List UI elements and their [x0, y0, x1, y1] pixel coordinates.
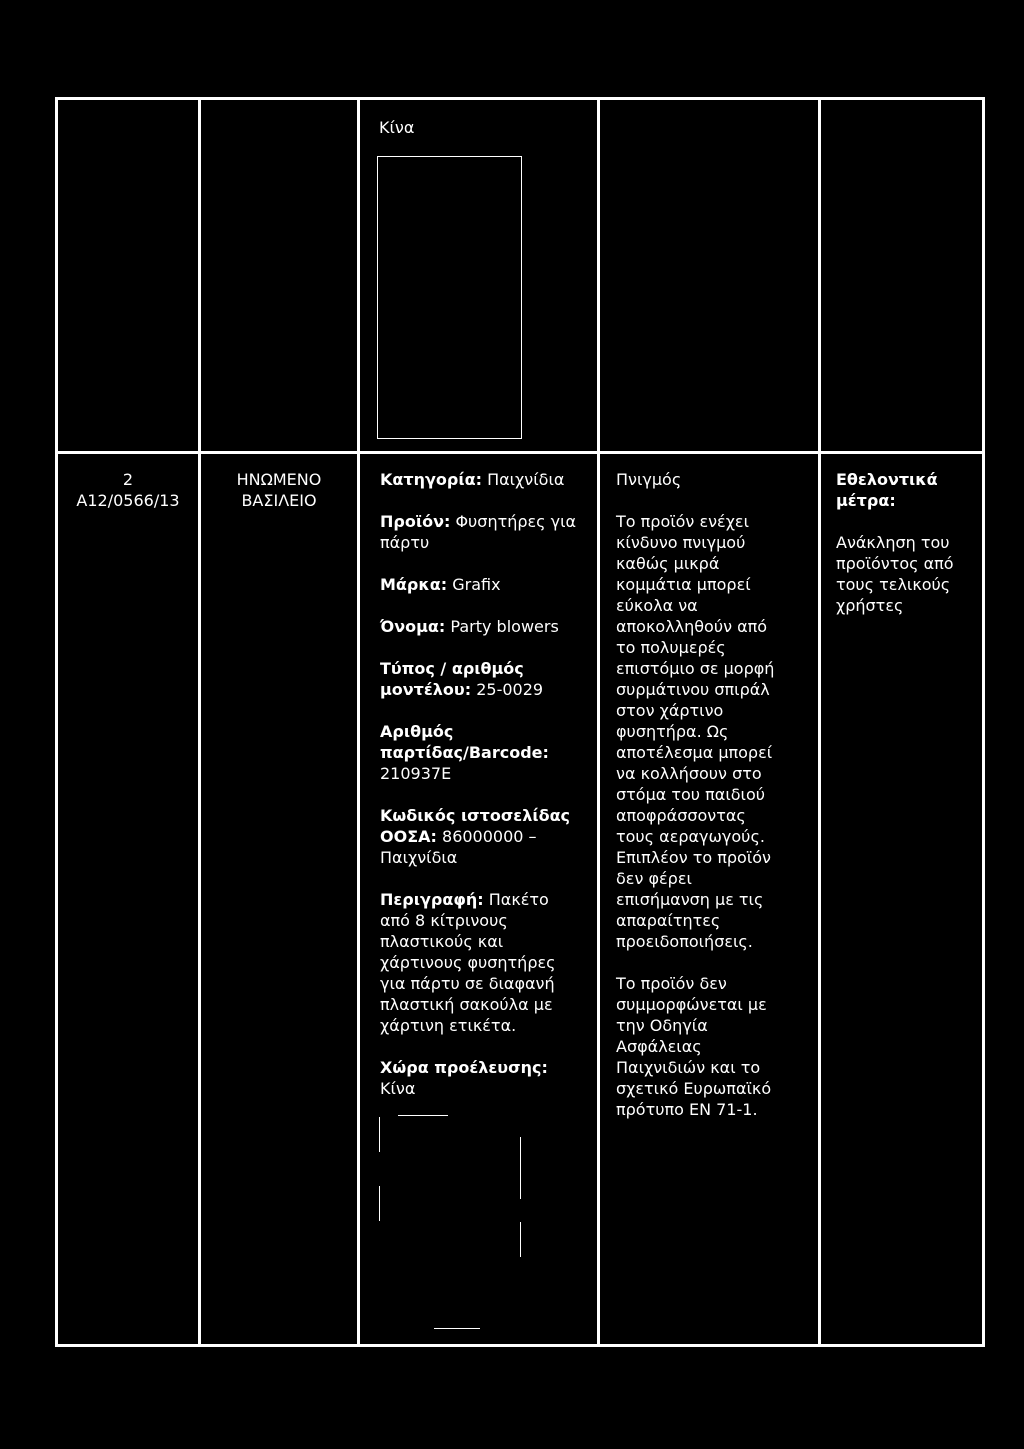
risk-line: στον χάρτινο — [616, 701, 724, 720]
measures-line: τους τελικούς — [836, 575, 951, 594]
measures-line: προϊόντος από — [836, 554, 954, 573]
product-label: Προϊόν: — [380, 512, 451, 531]
risk-line: φυσητήρα. Ως — [616, 722, 729, 741]
compliance-line: συμμορφώνεται με — [616, 995, 767, 1014]
compliance-line: σχετικό Ευρωπαϊκό — [616, 1079, 772, 1098]
risk-line: Επιπλέον το προϊόν — [616, 848, 771, 867]
risk-line: εύκολα να — [616, 596, 698, 615]
description-line: για πάρτυ σε διαφανή — [380, 974, 555, 993]
product-value: Φυσητήρες για πάρτυ — [380, 512, 577, 552]
origin-value: Κίνα — [380, 1079, 416, 1098]
risk-line: αποφράσσοντας — [616, 806, 746, 825]
photo-frame-edge — [379, 1186, 380, 1221]
model-label-line2: μοντέλου: — [380, 680, 472, 699]
description-line: από 8 κίτρινους — [380, 911, 508, 930]
compliance-line: την Οδηγία — [616, 1016, 708, 1035]
photo-frame-edge — [379, 1117, 380, 1152]
risk-line: τους αεραγωγούς. — [616, 827, 765, 846]
origin-field — [380, 1057, 595, 1099]
risk-line: αποτέλεσμα μπορεί — [616, 743, 773, 762]
category-label: Κατηγορία: — [380, 470, 482, 489]
model-value: 25-0029 — [476, 680, 544, 699]
risk-cell — [616, 469, 816, 1120]
name-label: Όνομα: — [380, 617, 446, 636]
batch-label-line2: παρτίδας/Barcode: — [380, 743, 549, 762]
row-divider — [55, 451, 985, 454]
description-value-line1: Πακέτο — [488, 890, 549, 909]
risk-line: επιστόμιο σε μορφή — [616, 659, 775, 678]
col-border-6 — [982, 97, 985, 1347]
batch-value: 210937E — [380, 764, 452, 783]
risk-line: συρμάτινου σπιράλ — [616, 680, 770, 699]
risk-compliance — [616, 973, 816, 1120]
measures-line: Ανάκληση του — [836, 533, 950, 552]
table-top-border — [55, 97, 985, 100]
measures-cell — [836, 469, 980, 616]
col-border-5 — [818, 97, 821, 1347]
notifying-country-cell — [201, 469, 357, 511]
compliance-line: Παιχνιδιών και το — [616, 1058, 761, 1077]
measures-label — [836, 469, 980, 511]
notifying-country-line2: ΒΑΣΙΛΕΙΟ — [241, 491, 317, 510]
category-value: Παιχνίδια — [487, 470, 565, 489]
description-field — [380, 889, 595, 1036]
risk-line: αποκολληθούν από — [616, 617, 768, 636]
risk-description — [616, 511, 816, 952]
compliance-line: Ασφάλειας — [616, 1037, 702, 1056]
oecd-value-line2: Παιχνίδια — [380, 848, 458, 867]
col-border-4 — [597, 97, 600, 1347]
batch-label-line1: Αριθμός — [380, 722, 454, 741]
row-number-cell — [58, 469, 198, 511]
risk-line: προειδοποιήσεις. — [616, 932, 753, 951]
description-line: πλαστικούς και — [380, 932, 504, 951]
product-photo-frame — [377, 156, 522, 439]
brand-label: Μάρκα: — [380, 575, 448, 594]
photo-frame-edge — [520, 1222, 521, 1257]
risk-line: κίνδυνο πνιγμού — [616, 533, 746, 552]
compliance-line: πρότυπο EN 71-1. — [616, 1100, 758, 1119]
photo-frame-edge — [398, 1115, 448, 1116]
risk-line: δεν φέρει — [616, 869, 692, 888]
measures-label-line2: μέτρα: — [836, 491, 896, 510]
photo-frame-edge — [434, 1328, 480, 1329]
risk-line: απαραίτητες — [616, 911, 721, 930]
category-field — [380, 469, 595, 490]
photo-frame-edge — [520, 1137, 521, 1199]
risk-line: το πολυμερές — [616, 638, 726, 657]
model-field — [380, 658, 595, 700]
name-value: Party blowers — [450, 617, 559, 636]
risk-type: Πνιγμός — [616, 470, 682, 489]
brand-value: Grafix — [452, 575, 501, 594]
oecd-label-line2: ΟΟΣΑ: — [380, 827, 437, 846]
col-border-2 — [198, 97, 201, 1347]
model-label-line1: Τύπος / αριθμός — [380, 659, 524, 678]
col-border-1 — [55, 97, 58, 1347]
measures-label-line1: Εθελοντικά — [836, 470, 938, 489]
risk-line: στόμα του παιδιού — [616, 785, 765, 804]
oecd-field — [380, 805, 595, 868]
origin-label: Χώρα προέλευσης: — [380, 1058, 548, 1077]
description-line: χάρτινους φυσητήρες — [380, 953, 556, 972]
row-number: 2 — [122, 470, 134, 489]
description-line: χάρτινη ετικέτα. — [380, 1016, 517, 1035]
risk-line: επισήμανση με τις — [616, 890, 764, 909]
measures-line: χρήστες — [836, 596, 904, 615]
col-border-3 — [357, 97, 360, 1347]
top-row-country: Κίνα — [379, 118, 415, 137]
description-line: πλαστική σακούλα με — [380, 995, 553, 1014]
compliance-line: Το προϊόν δεν — [616, 974, 727, 993]
batch-field — [380, 721, 595, 784]
oecd-label-line1: Κωδικός ιστοσελίδας — [380, 806, 571, 825]
risk-line: καθώς μικρά — [616, 554, 720, 573]
product-cell — [380, 469, 595, 1099]
risk-line: κομμάτια μπορεί — [616, 575, 751, 594]
table-bottom-border — [55, 1344, 985, 1347]
description-label: Περιγραφή: — [380, 890, 484, 909]
notifying-country-line1: ΗΝΩΜΕΝΟ — [236, 470, 322, 489]
measures-value — [836, 532, 980, 616]
product-field — [380, 511, 595, 553]
brand-field — [380, 574, 595, 595]
risk-line: να κολλήσουν στο — [616, 764, 762, 783]
risk-line: Το προϊόν ενέχει — [616, 512, 749, 531]
name-field — [380, 616, 595, 637]
row-reference: A12/0566/13 — [76, 491, 180, 510]
oecd-value-line1: 86000000 – — [442, 827, 537, 846]
